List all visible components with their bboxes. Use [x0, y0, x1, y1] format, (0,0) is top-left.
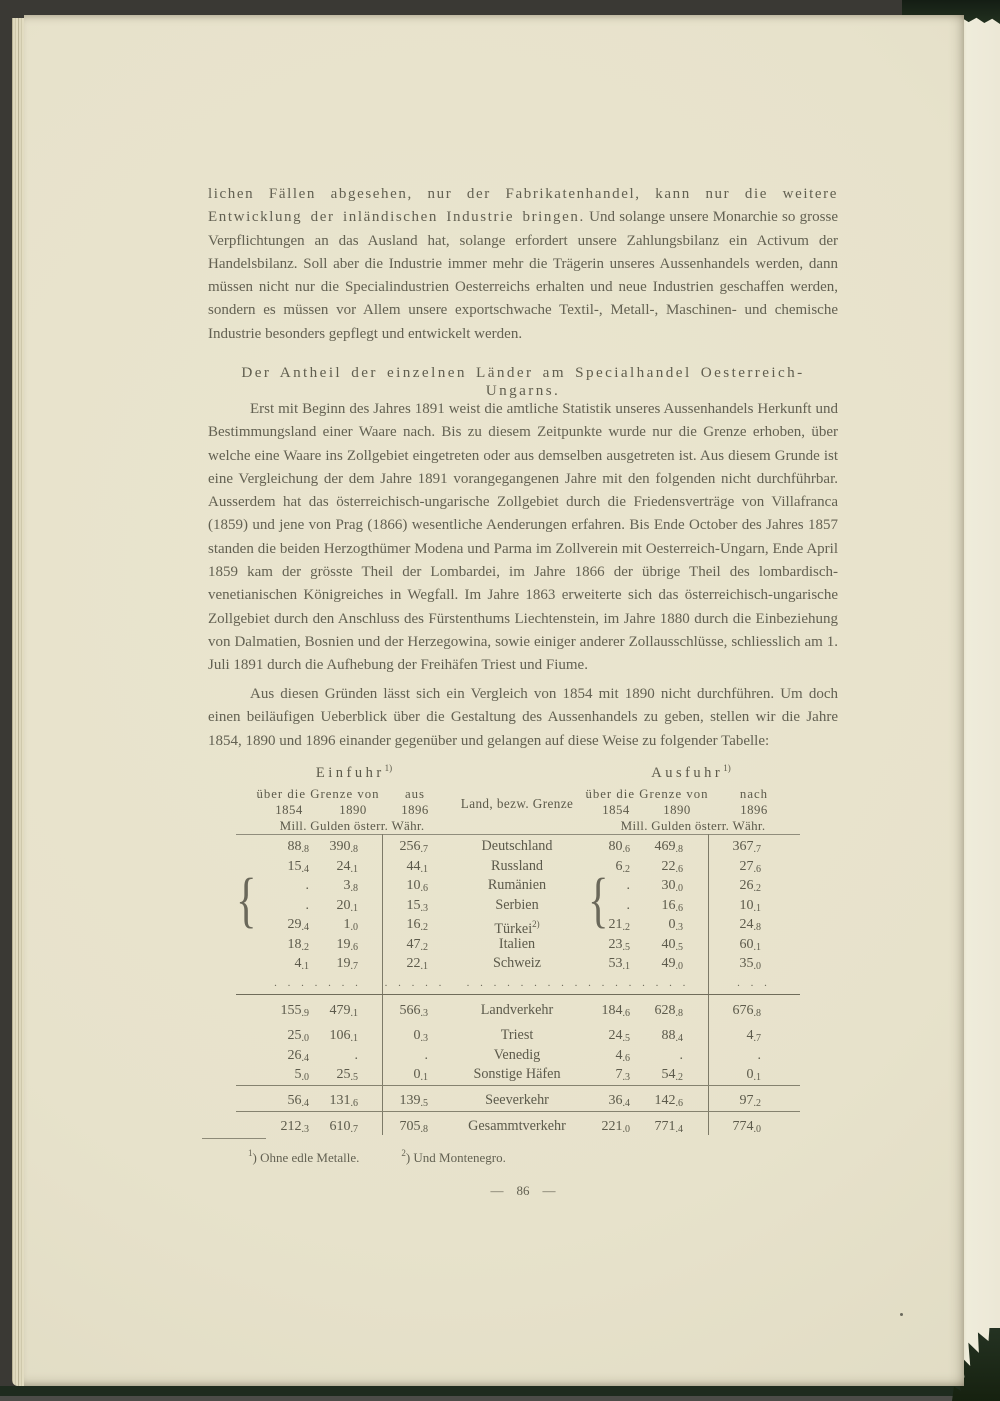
trade-table: [236, 760, 800, 1137]
paragraph-2-text: Erst mit Beginn des Jahres 1891 weist die amtliche Statistik unseres Aussenhandels Herkunft und Bestimmungsland einer Waare nach. Bis zu diesem Zeitpunkte wurde nur die Grenze erhoben, über welche eine Waare ins Zollgebiet eingetreten oder aus demselben ausgetreten ist. Aus diesem Grunde ist eine Vergleichung der dem Jahre 1891 vorangegangenen Jahre mit den folgenden nicht durchführbar. Ausserdem hat das österreichisch-ungarische Zollgebiet durch die Friedensverträge von Villafranca (1859) und jene von Prag (1866) wesentliche Aenderungen erfahren. Bis Ende October des Jahres 1857 standen die beiden Herzogthümer Modena und Parma im Zollverein mit Oesterreich-Ungarn, Ende April 1859 kam der grösste Theil der Lombardei, im Jahre 1866 der übrige Theil des lombardisch-venetianischen Königreiches in Wegfall. Im Jahre 1863 erweiterte sich das österreichisch-ungarische Zollgebiet durch den Anschluss des Fürstenthums Liechtenstein, im Jahre 1880 durch die Einbeziehung von Dalmatien, Bosnien und der Herzegowina, sowie einiger anderer Zollausschlüsse, schliesslich am 1. Juli 1891 durch die Aufhebung der Freihäfen Triest und Fiume.: [208, 401, 838, 674]
value-einfuhr-1854: 212.3: [280, 1118, 309, 1135]
page-number-dash-right: —: [542, 1183, 556, 1198]
value-ausfuhr-1890: 469.8: [654, 839, 683, 855]
year-e-1890: 1890: [339, 803, 367, 817]
value-einfuhr-1896: 566.3: [399, 1003, 428, 1019]
value-ausfuhr-1854: 221.0: [601, 1118, 630, 1135]
value-ausfuhr-1890: 628.8: [654, 1003, 683, 1019]
paragraph-3: [208, 683, 838, 753]
value-einfuhr-1890: 3.8: [343, 878, 358, 894]
paragraph-3-text: Aus diesen Gründen lässt sich ein Vergleich von 1854 mit 1890 nicht durchführen. Um doch einen beiläufigen Ueberblick über die Gestaltung des Aussenhandels zu geben, stellen wir die Jahre 1854, 1890 und 1896 einander gegenüber und gelangen auf diese Weise zu folgender Tabelle:: [208, 686, 838, 749]
value-einfuhr-1890: 610.7: [329, 1118, 358, 1135]
value-einfuhr-1854: 88.8: [287, 839, 309, 855]
page-number-dash-left: —: [490, 1183, 504, 1198]
value-ausfuhr-1890: 142.6: [654, 1092, 683, 1109]
value-einfuhr-1896: 139.5: [399, 1092, 428, 1109]
value-ausfuhr-1854: 184.6: [601, 1003, 630, 1019]
value-ausfuhr-1854: 4.6: [615, 1047, 630, 1064]
page-number-value: 86: [516, 1183, 530, 1198]
value-ausfuhr-1896: 367.7: [732, 839, 761, 855]
unit-einfuhr: Mill. Gulden österr. Währ.: [279, 818, 425, 833]
footnote: $^1$) Ohne edle Metalle.: [248, 1148, 360, 1165]
value-einfuhr-1896: 16.2: [406, 917, 428, 933]
value-ausfuhr-1854: 21.2: [608, 917, 630, 933]
value-ausfuhr-1854: 23.5: [608, 936, 630, 953]
value-einfuhr-1854: 15.4: [287, 858, 309, 875]
table-row: [236, 1000, 800, 1021]
table-row: [236, 1090, 800, 1111]
table-row: [236, 915, 800, 935]
footnotes: [248, 1148, 506, 1166]
einfuhr-group-label: über die Grenze von: [256, 787, 380, 801]
paragraph-2: [208, 398, 838, 678]
page-number: [208, 1183, 838, 1199]
land-label: Russland: [490, 857, 544, 874]
value-ausfuhr-1890: .: [679, 1047, 683, 1063]
land-label: Deutschland: [481, 838, 553, 854]
value-einfuhr-1854: 18.2: [287, 936, 309, 953]
value-einfuhr-1896: 256.7: [399, 839, 428, 855]
value-ausfuhr-1890: 49.0: [661, 956, 683, 972]
paragraph-1: [208, 183, 838, 346]
emphasized-text: lichen Fällen abgesehen, nur der Fabrikatenhandel, kann nur die weitere Entwicklung der inländischen Industrie bringen.: [208, 186, 838, 226]
rule-above-landverkehr: [236, 994, 800, 995]
value-einfuhr-1854: 4.1: [294, 956, 309, 972]
value-einfuhr-1854: 56.4: [287, 1092, 309, 1109]
land-label: Venedig: [493, 1046, 541, 1063]
einfuhr-header: Einfuhr$^{1)}$: [315, 763, 393, 781]
value-einfuhr-1890: 106.1: [329, 1028, 358, 1044]
value-ausfuhr-1896: 27.6: [739, 858, 761, 875]
value-einfuhr-1896: 22.1: [406, 956, 428, 972]
year-a-1854: 1854: [602, 803, 630, 817]
value-einfuhr-1896: 0.3: [413, 1028, 428, 1044]
table-row: [236, 876, 800, 896]
land-label: Seeverkehr: [485, 1091, 549, 1108]
value-ausfuhr-1896: 774.0: [732, 1118, 761, 1135]
table-row: [236, 1046, 800, 1066]
value-einfuhr-1890: .: [354, 1047, 358, 1063]
value-einfuhr-1890: 24.1: [336, 858, 358, 875]
year-e-1854: 1854: [275, 803, 303, 817]
footnote-rule: [202, 1138, 266, 1139]
land-label: Landverkehr: [480, 1002, 554, 1018]
value-ausfuhr-1890: 88.4: [661, 1028, 683, 1044]
value-ausfuhr-1890: 54.2: [661, 1067, 683, 1083]
value-einfuhr-1890: 390.8: [329, 839, 358, 855]
dots-row: . . . . . . . . . . . . . . . . . . . . . . . . . . . . . . . .: [274, 976, 771, 989]
value-ausfuhr-1890: 30.0: [661, 878, 683, 894]
ausfuhr-nach-label: nach: [739, 787, 769, 801]
value-ausfuhr-1854: 53.1: [608, 956, 630, 972]
value-ausfuhr-1896: 24.8: [739, 917, 761, 933]
value-einfuhr-1890: 20.1: [336, 897, 358, 914]
value-ausfuhr-1896: 10.1: [739, 897, 761, 914]
year-e-1896: 1896: [401, 803, 429, 817]
value-ausfuhr-1896: 60.1: [739, 936, 761, 953]
brace-left-icon: {: [236, 866, 257, 935]
value-einfuhr-1854: 5.0: [294, 1067, 309, 1083]
value-ausfuhr-1854: .: [626, 897, 630, 913]
value-ausfuhr-1854: 80.6: [608, 839, 630, 855]
land-label: Serbien: [495, 896, 539, 913]
table-body: [236, 835, 800, 1137]
value-einfuhr-1896: 0.1: [413, 1067, 428, 1083]
value-einfuhr-1896: 47.2: [406, 936, 428, 953]
value-einfuhr-1896: .: [424, 1047, 428, 1063]
table-row: [236, 857, 800, 877]
land-header: Land, bezw. Grenze: [460, 796, 574, 811]
value-einfuhr-1890: 479.1: [329, 1003, 358, 1019]
value-einfuhr-1896: 10.6: [406, 878, 428, 894]
table-header: [236, 760, 800, 835]
year-a-1890: 1890: [663, 803, 691, 817]
einfuhr-aus-label: aus: [404, 787, 426, 801]
table-row: [236, 1026, 800, 1046]
footnote: $^2$) Und Montenegro.: [401, 1148, 506, 1165]
land-label: Sonstige Häfen: [473, 1066, 561, 1082]
value-ausfuhr-1896: 97.2: [739, 1092, 761, 1109]
value-einfuhr-1896: 15.3: [406, 897, 428, 914]
value-ausfuhr-1896: 26.2: [739, 878, 761, 894]
land-label: Italien: [498, 935, 536, 952]
value-einfuhr-1854: 26.4: [287, 1047, 309, 1064]
value-ausfuhr-1896: 4.7: [746, 1028, 761, 1044]
value-ausfuhr-1896: 676.8: [732, 1003, 761, 1019]
value-einfuhr-1890: 1.0: [343, 917, 358, 933]
value-ausfuhr-1890: 16.6: [661, 897, 683, 914]
value-ausfuhr-1854: .: [626, 878, 630, 893]
value-ausfuhr-1890: 40.5: [661, 936, 683, 953]
ausfuhr-group-label: über die Grenze von: [585, 787, 709, 801]
unit-ausfuhr: Mill. Gulden österr. Währ.: [620, 818, 766, 833]
value-ausfuhr-1890: 22.6: [661, 858, 683, 875]
value-ausfuhr-1890: 0.3: [668, 917, 683, 933]
book-cover-edge-bottom: [0, 1386, 1000, 1396]
value-ausfuhr-1854: 6.2: [615, 858, 630, 875]
ausfuhr-header: Ausfuhr$^{1)}$: [651, 763, 731, 781]
year-a-1896: 1896: [740, 803, 768, 817]
table-row: [236, 954, 800, 974]
paragraph-1-text: Und solange unsere Monarchie so grosse Verpflichtungen an das Ausland hat, solange erfordert unsere Zahlungsbilanz ein Activum der Handelsbilanz. Soll aber die Industrie immer mehr die Trägerin unseres Aussenhandels werden, dann müssen nicht nur die Specialindustrien Oesterreichs erhalten und neue Industrien geschaffen werden, sondern es müssen vor Allem unsere exportschwache Textil-, Metall-, Maschinen- und chemische Industrie besonders gepflegt und entwickelt werden.: [208, 209, 838, 342]
value-ausfuhr-1854: 36.4: [608, 1092, 630, 1109]
book-page: [24, 15, 964, 1386]
land-label: Triest: [500, 1027, 534, 1043]
land-label: Türkei$^{2)}$: [494, 919, 540, 937]
table-row: [236, 1116, 800, 1137]
value-einfuhr-1890: 19.7: [336, 956, 358, 972]
value-einfuhr-1854: .: [305, 878, 309, 893]
value-einfuhr-1896: 44.1: [406, 858, 428, 875]
value-einfuhr-1890: 131.6: [329, 1092, 358, 1109]
table-surface-edge: [0, 1396, 1000, 1401]
land-label: Schweiz: [492, 955, 542, 971]
value-einfuhr-1854: .: [305, 897, 309, 913]
value-ausfuhr-1896: .: [757, 1047, 761, 1063]
table-row: [236, 837, 800, 857]
value-ausfuhr-1896: 0.1: [746, 1067, 761, 1083]
next-page-edge: [958, 16, 1000, 1390]
table-row: [236, 935, 800, 955]
land-label: Rumänien: [487, 877, 547, 893]
value-einfuhr-1854: 155.9: [280, 1003, 309, 1019]
paper-speck: [900, 1313, 903, 1316]
value-ausfuhr-1854: 7.3: [615, 1067, 630, 1083]
brace-right-icon: {: [588, 866, 609, 935]
value-einfuhr-1890: 25.5: [336, 1067, 358, 1083]
land-label: Gesammtverkehr: [468, 1117, 566, 1134]
value-einfuhr-1854: 25.0: [287, 1028, 309, 1044]
table-row: [236, 896, 800, 916]
value-ausfuhr-1854: 24.5: [608, 1028, 630, 1044]
value-einfuhr-1890: 19.6: [336, 936, 358, 953]
section-heading: Der Antheil der einzelnen Länder am Specialhandel Oesterreich-Ungarns.: [241, 364, 805, 399]
value-ausfuhr-1890: 771.4: [654, 1118, 683, 1135]
value-einfuhr-1896: 705.8: [399, 1118, 428, 1135]
value-einfuhr-1854: 29.4: [287, 917, 309, 933]
value-ausfuhr-1896: 35.0: [739, 956, 761, 972]
table-row: [236, 1065, 800, 1085]
